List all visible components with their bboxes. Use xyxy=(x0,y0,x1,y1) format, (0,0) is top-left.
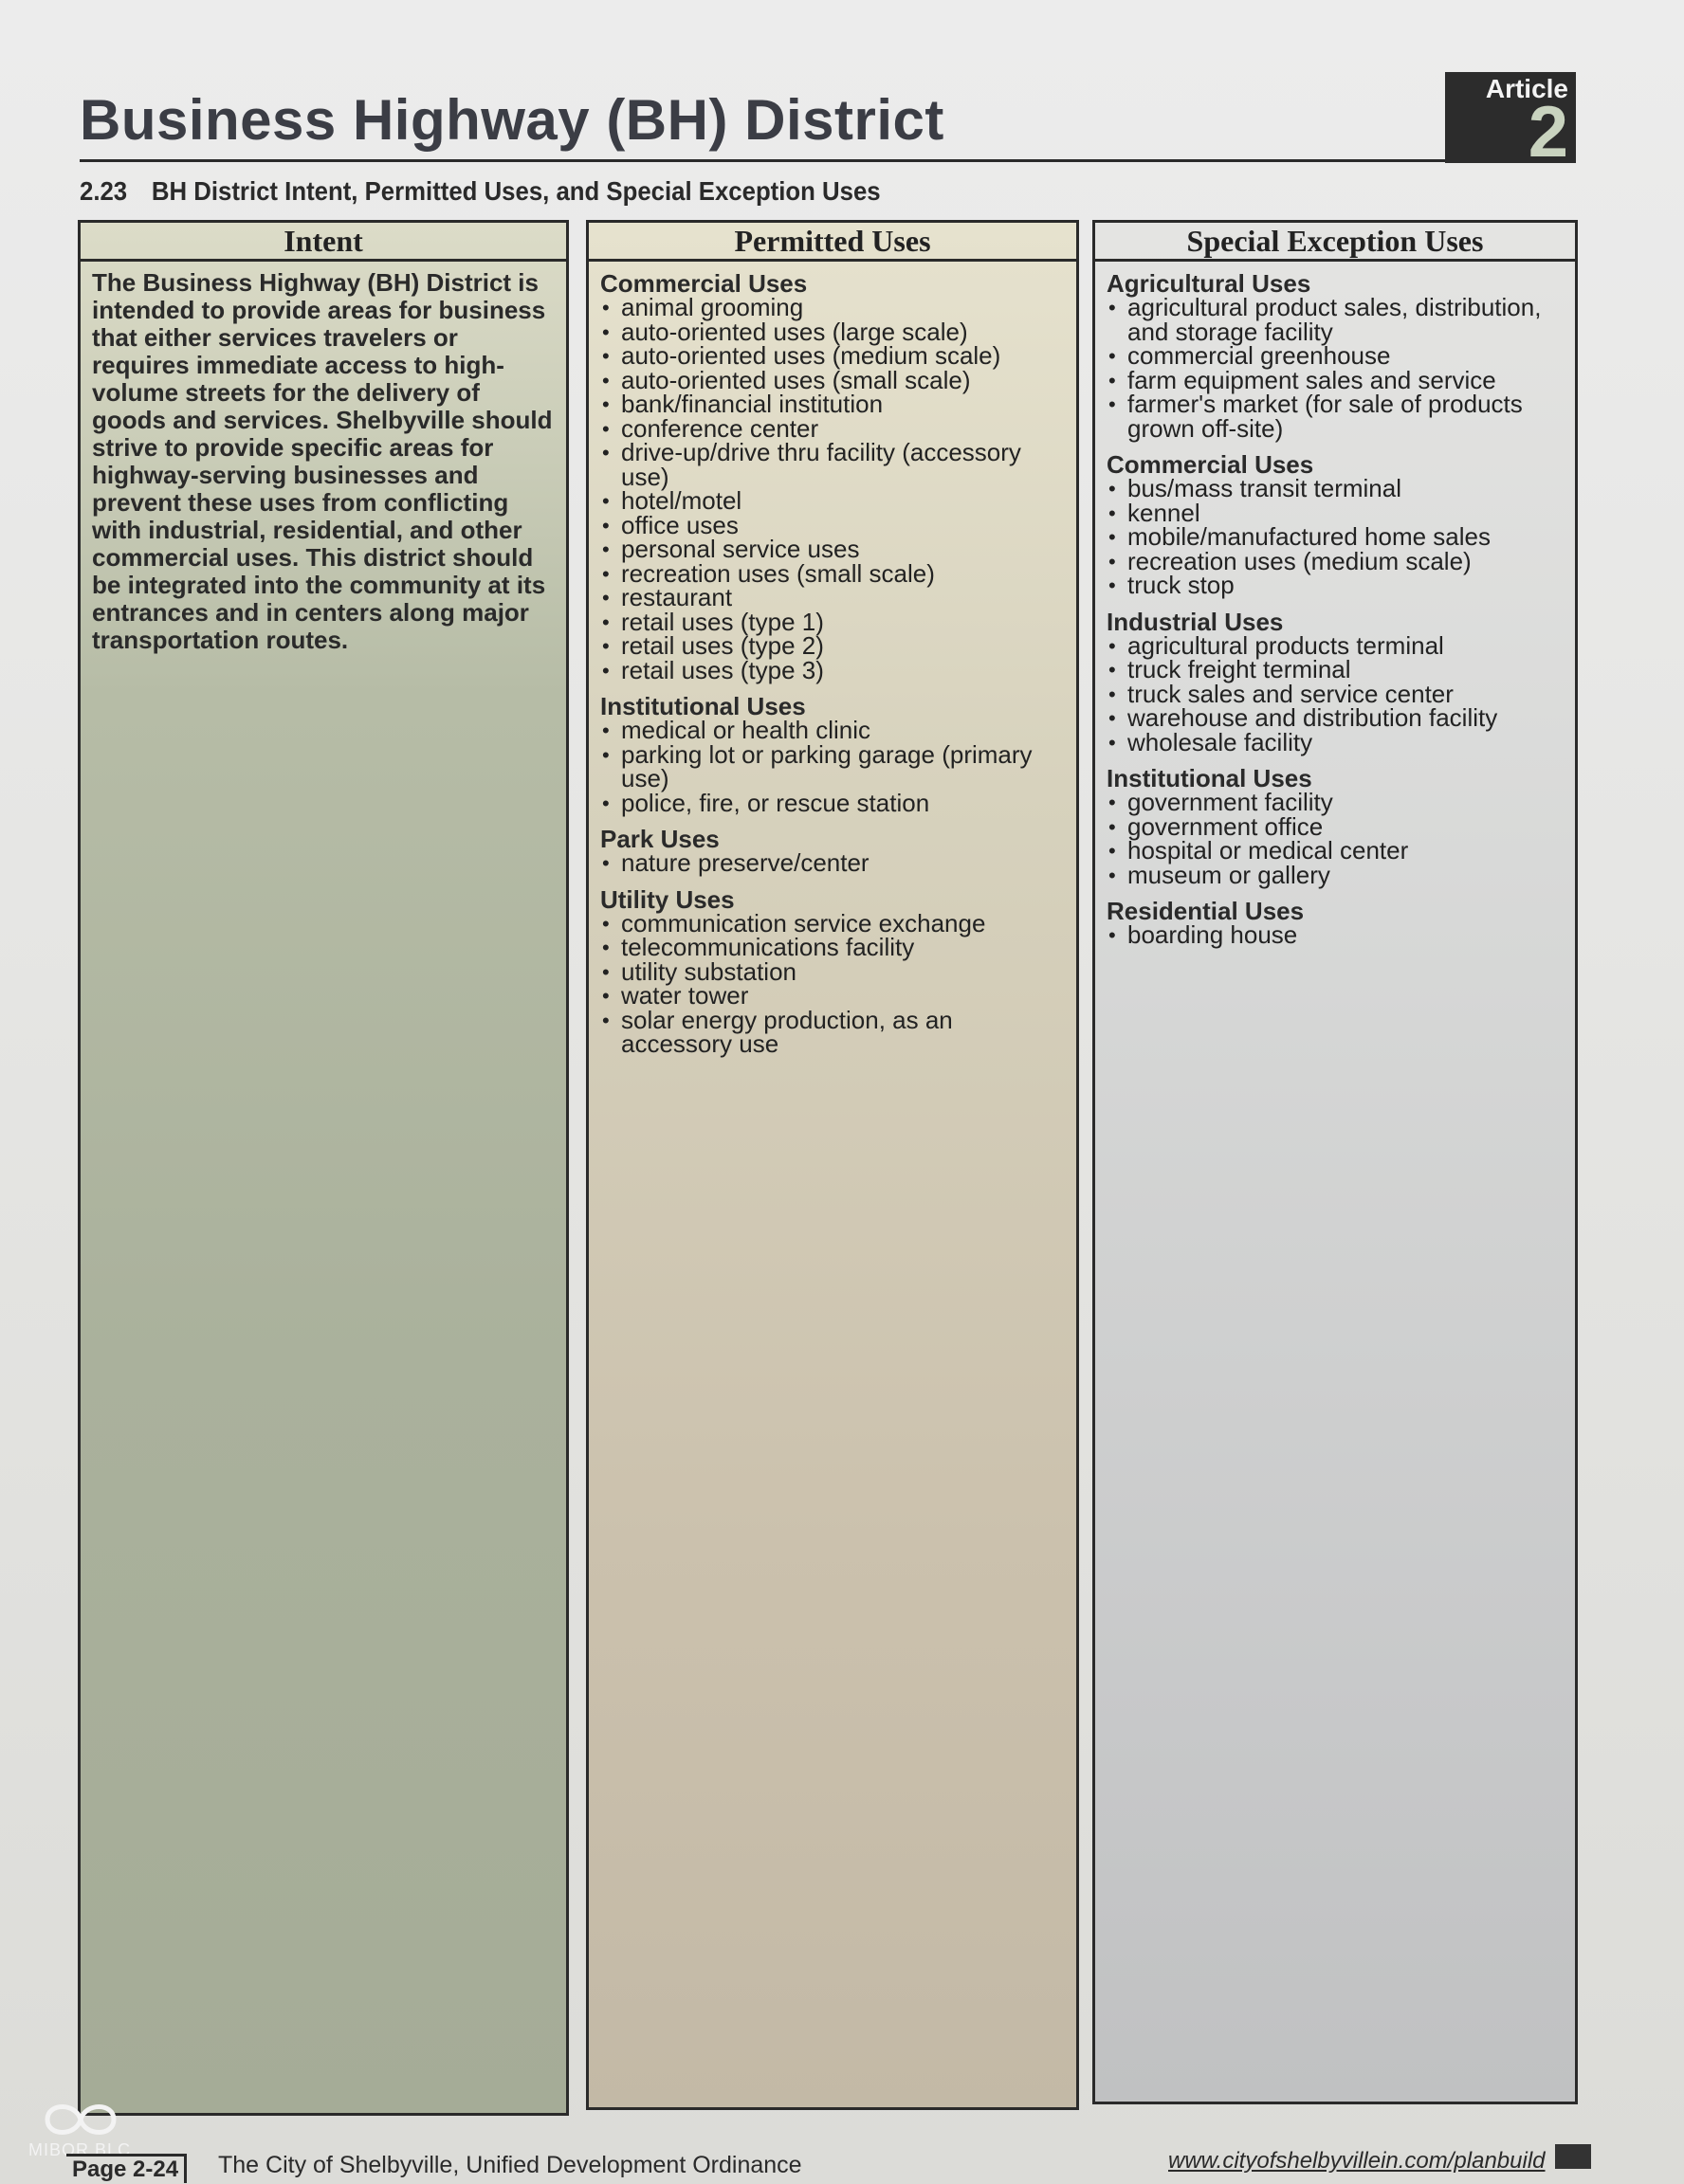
bullet-icon: • xyxy=(602,791,610,815)
page-title: Business Highway (BH) District xyxy=(80,88,944,152)
bullet-icon: • xyxy=(1108,525,1116,549)
bullet-icon: • xyxy=(1108,477,1116,500)
list-item-text: animal grooming xyxy=(621,293,804,321)
list-item-text: retail uses (type 3) xyxy=(621,655,824,684)
title-rule xyxy=(80,159,1445,162)
permitted-group-title: Park Uses xyxy=(600,825,720,853)
list-item-text: police, fire, or rescue station xyxy=(621,788,930,817)
section-number: 2.23 xyxy=(80,176,128,206)
list-item xyxy=(1107,920,1565,949)
bullet-icon: • xyxy=(602,911,610,936)
bullet-icon: • xyxy=(1108,923,1116,947)
bullet-icon: • xyxy=(1108,392,1116,416)
special-exception-heading: Special Exception Uses xyxy=(1095,223,1575,262)
section-title: BH District Intent, Permitted Uses, and Special Exception Uses xyxy=(151,176,881,206)
special-group-title: Institutional Uses xyxy=(1107,764,1312,792)
bullet-icon: • xyxy=(1108,344,1116,368)
bullet-icon: • xyxy=(602,719,610,742)
list-item-text: wholesale facility xyxy=(1127,727,1313,756)
list-item-text: hotel/motel xyxy=(621,486,742,515)
permitted-group-title: Institutional Uses xyxy=(600,692,806,720)
special-group-title: Agricultural Uses xyxy=(1107,269,1311,298)
page-number: Page 2-24 xyxy=(66,2154,187,2183)
bullet-icon: • xyxy=(1108,368,1116,392)
list-item-text: office uses xyxy=(621,510,739,539)
bullet-icon: • xyxy=(602,1008,610,1032)
permitted-uses-list xyxy=(589,262,1076,1057)
special-group-list xyxy=(1107,788,1565,889)
bullet-icon: • xyxy=(1108,296,1116,319)
list-item-text: conference center xyxy=(621,413,819,443)
list-item-text: retail uses (type 2) xyxy=(621,631,824,660)
list-item-text: communication service exchange xyxy=(621,908,986,937)
bullet-icon: • xyxy=(602,513,610,537)
list-item-text: museum or gallery xyxy=(1127,860,1330,889)
list-item-text: kennel xyxy=(1127,498,1200,527)
special-group-title: Commercial Uses xyxy=(1107,450,1314,479)
list-item-text: auto-oriented uses (medium scale) xyxy=(621,341,1001,370)
list-item-text: truck freight terminal xyxy=(1127,655,1351,683)
bullet-icon: • xyxy=(602,368,610,392)
bullet-icon: • xyxy=(1108,839,1116,863)
list-item-text: water tower xyxy=(621,981,749,1010)
bullet-icon: • xyxy=(602,984,610,1008)
intent-heading: Intent xyxy=(81,223,566,262)
bullet-icon: • xyxy=(1108,791,1116,814)
list-item-text: hospital or medical center xyxy=(1127,836,1409,864)
bullet-icon: • xyxy=(602,610,610,634)
bullet-icon: • xyxy=(1108,814,1116,839)
list-item-text: boarding house xyxy=(1127,920,1298,949)
permitted-uses-column xyxy=(586,220,1079,2110)
list-item xyxy=(1107,727,1565,756)
list-item xyxy=(600,655,1067,684)
bullet-icon: • xyxy=(602,537,610,561)
list-item xyxy=(600,1005,1067,1058)
bullet-icon: • xyxy=(602,936,610,959)
permitted-uses-heading: Permitted Uses xyxy=(589,223,1076,262)
list-item-text: agricultural products terminal xyxy=(1127,630,1444,660)
permitted-group-list xyxy=(600,848,1067,877)
bullet-icon: • xyxy=(602,959,610,984)
special-group-list xyxy=(1107,920,1565,949)
list-item-text: drive-up/drive thru facility (accessory use) xyxy=(621,438,1021,491)
list-item-text: truck sales and service center xyxy=(1127,679,1454,708)
bullet-icon: • xyxy=(602,392,610,416)
bullet-icon: • xyxy=(602,344,610,368)
list-item-text: auto-oriented uses (large scale) xyxy=(621,317,968,346)
list-item xyxy=(600,438,1067,491)
list-item-text: bus/mass transit terminal xyxy=(1127,474,1401,502)
list-item-text: auto-oriented uses (small scale) xyxy=(621,365,971,394)
footer-square xyxy=(1555,2144,1591,2169)
special-group-list xyxy=(1107,293,1565,443)
special-exception-column xyxy=(1092,220,1578,2104)
list-item-text: retail uses (type 1) xyxy=(621,607,824,636)
bullet-icon: • xyxy=(1108,500,1116,525)
bullet-icon: • xyxy=(602,851,610,875)
list-item-text: farmer's market (for sale of products grown off-site) xyxy=(1127,390,1523,443)
document-name: The City of Shelbyville, Unified Development Ordinance xyxy=(218,2152,802,2178)
list-item-text: mobile/manufactured home sales xyxy=(1127,522,1491,551)
footer-url-link[interactable]: www.cityofshelbyvillein.com/planbuild xyxy=(1168,2148,1546,2174)
bullet-icon: • xyxy=(602,441,610,464)
permitted-group-list xyxy=(600,908,1067,1058)
bullet-icon: • xyxy=(602,489,610,513)
list-item-text: medical or health clinic xyxy=(621,716,871,744)
bullet-icon: • xyxy=(1108,573,1116,597)
bullet-icon: • xyxy=(1108,863,1116,887)
list-item xyxy=(600,739,1067,792)
list-item-text: solar energy production, as an accessory use xyxy=(621,1005,953,1058)
list-item-text: government office xyxy=(1127,811,1324,841)
article-number: 2 xyxy=(1528,92,1568,173)
list-item-text: government facility xyxy=(1127,788,1333,816)
list-item xyxy=(1107,573,1565,598)
list-item xyxy=(1107,293,1565,346)
list-item-text: restaurant xyxy=(621,583,733,611)
bullet-icon: • xyxy=(1108,682,1116,706)
list-item xyxy=(1107,392,1565,441)
bullet-icon: • xyxy=(1108,658,1116,682)
list-item-text: truck stop xyxy=(1127,571,1235,599)
bullet-icon: • xyxy=(1108,633,1116,658)
special-exception-list xyxy=(1095,262,1575,948)
intent-text: The Business Highway (BH) District is intended to provide areas for business that either services travelers or requires immediate access to high-volume streets for the delivery of goods and services. Shelbyville should strive to provide specific areas for highway-serving businesses and prevent these uses from conflicting with industrial, residential, and other commercial uses. This district should be integrated into the community at its entrances and in centers along major transportation routes. xyxy=(92,268,553,654)
permitted-group-title: Commercial Uses xyxy=(600,269,808,298)
list-item-text: recreation uses (small scale) xyxy=(621,558,935,588)
bullet-icon: • xyxy=(602,319,610,344)
bullet-icon: • xyxy=(602,658,610,682)
list-item-text: farm equipment sales and service xyxy=(1127,365,1496,394)
list-item-text: bank/financial institution xyxy=(621,390,884,418)
special-group-title: Residential Uses xyxy=(1107,897,1305,925)
special-group-title: Industrial Uses xyxy=(1107,607,1284,636)
intent-column xyxy=(78,220,569,2116)
permitted-group-list xyxy=(600,716,1067,817)
list-item xyxy=(1107,860,1565,889)
article-label: Article xyxy=(1485,74,1568,103)
bullet-icon: • xyxy=(1108,730,1116,755)
watermark-text: MIBOR BLC xyxy=(28,2140,132,2159)
list-item-text: commercial greenhouse xyxy=(1127,341,1391,370)
list-item xyxy=(600,848,1067,877)
bullet-icon: • xyxy=(602,634,610,658)
bullet-icon: • xyxy=(602,416,610,441)
bullet-icon: • xyxy=(602,561,610,586)
bullet-icon: • xyxy=(1108,706,1116,730)
list-item-text: parking lot or parking garage (primary use) xyxy=(621,739,1033,792)
list-item-text: nature preserve/center xyxy=(621,848,869,877)
list-item-text: recreation uses (medium scale) xyxy=(1127,546,1472,575)
list-item-text: personal service uses xyxy=(621,535,860,563)
section-heading xyxy=(80,176,881,207)
list-item-text: agricultural product sales, distribution, and storage facility xyxy=(1127,293,1542,346)
permitted-group-list xyxy=(600,293,1067,684)
permitted-group-title: Utility Uses xyxy=(600,884,735,914)
list-item-text: utility substation xyxy=(621,956,796,986)
special-group-list xyxy=(1107,630,1565,756)
list-item-text: telecommunications facility xyxy=(621,933,915,961)
bullet-icon: • xyxy=(602,296,610,319)
list-item-text: warehouse and distribution facility xyxy=(1127,703,1498,732)
bullet-icon: • xyxy=(602,742,610,767)
article-badge xyxy=(1445,72,1576,173)
bullet-icon: • xyxy=(602,586,610,610)
bullet-icon: • xyxy=(1108,549,1116,573)
special-group-list xyxy=(1107,474,1565,599)
list-item xyxy=(600,788,1067,817)
